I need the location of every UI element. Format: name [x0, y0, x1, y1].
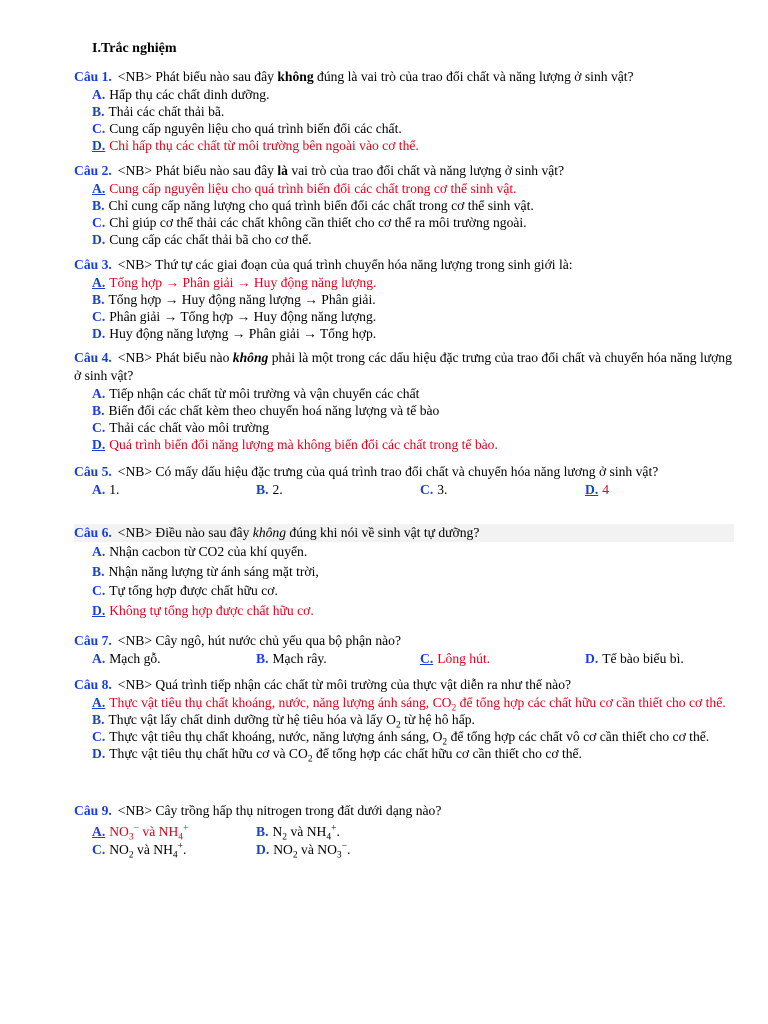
option-a-correct[interactable]: A. Tổng hợp → Phân giải → Huy động năng lượng. [92, 275, 377, 290]
option-label: D. [92, 326, 106, 341]
option-label: B. [92, 104, 105, 119]
option-label: B. [256, 482, 269, 497]
question-number: Câu 9. [74, 803, 112, 818]
option-label: C. [420, 651, 434, 666]
option-label: D. [92, 138, 106, 153]
option-label: A. [92, 181, 106, 196]
option-label: B. [92, 198, 105, 213]
option-label: A. [92, 386, 106, 401]
question-stem: Câu 9. <NB> Cây trồng hấp thụ nitrogen trong đất dưới dạng nào? [74, 803, 442, 818]
option-d-correct[interactable]: D. Không tự tổng hợp được chất hữu cơ. [92, 602, 314, 618]
option-a-correct[interactable]: A. Thực vật tiêu thụ chất khoáng, nước, năng lượng ánh sáng, $CO_2$ để tổng hợp các chất hữu cơ cần thiết cho cơ thể. [92, 695, 726, 714]
option-label: A. [92, 651, 106, 666]
option-label: D. [585, 482, 599, 497]
option-b[interactable]: B. Mạch rây. [256, 651, 327, 666]
question-number: Câu 6. [74, 525, 112, 540]
option-label: C. [92, 420, 106, 435]
option-label: D. [585, 651, 599, 666]
option-c[interactable]: C. Cung cấp nguyên liệu cho quá trình biến đổi các chất. [92, 121, 402, 136]
option-label: A. [92, 544, 106, 559]
option-label: A. [92, 87, 106, 102]
option-label: B. [256, 651, 269, 666]
option-c[interactable]: C. Thải các chất vào môi trường [92, 420, 270, 435]
option-a-correct[interactable]: A. $NO_3^-$ và $NH_4^+$ [92, 823, 189, 843]
option-a[interactable]: A. 1. [92, 482, 120, 497]
question-stem: Câu 4. <NB> Phát biểu nào không phải là một trong các dấu hiệu đặc trưng của trao đổi chất và chuyển hóa năng lượng ở sinh vật? [74, 350, 732, 383]
option-label: D. [92, 602, 106, 618]
option-a[interactable]: A. Hấp thụ các chất dinh dưỡng. [92, 87, 270, 102]
option-c[interactable]: C. $NO_2$ và $NH_4^+$. [92, 841, 187, 861]
option-label: B. [256, 824, 269, 839]
option-c[interactable]: C. 3. [420, 482, 448, 497]
option-a[interactable]: A. Tiếp nhận các chất từ môi trường và vận chuyển các chất [92, 386, 420, 401]
question-stem: Câu 8. <NB> Quá trình tiếp nhận các chất từ môi trường của thực vật diễn ra như thế nào? [74, 677, 572, 692]
option-b[interactable]: B. Thải các chất thải bã. [92, 104, 225, 119]
question-number: Câu 2. [74, 163, 112, 178]
question-stem: Câu 2. <NB> Phát biểu nào sau đây là vai trò của trao đổi chất và năng lượng ở sinh vật? [74, 163, 565, 178]
option-c[interactable]: C. Tự tổng hợp được chất hữu cơ. [92, 583, 278, 598]
option-label: C. [92, 309, 106, 324]
section-title: I.Trắc nghiệm [92, 41, 177, 56]
option-label: A. [92, 275, 106, 290]
option-b[interactable]: B. $N_2$ và $NH_4^+$. [256, 823, 340, 843]
option-label: D. [92, 746, 106, 761]
question-5 [74, 463, 734, 499]
option-d[interactable]: D. $NO_2$ và $NO_3^-$. [256, 841, 351, 861]
question-stem: Câu 3. <NB> Thứ tự các giai đoạn của quá trình chuyển hóa năng lượng trong sinh giới là: [74, 257, 573, 272]
option-a[interactable]: A. Mạch gỗ. [92, 651, 161, 666]
question-number: Câu 8. [74, 677, 112, 692]
option-label: C. [92, 583, 106, 598]
option-b[interactable]: B. 2. [256, 482, 283, 497]
option-c[interactable]: C. Thực vật tiêu thụ chất khoáng, nước, năng lượng ánh sáng, $O_2$ để tổng hợp các chất vô cơ cần thiết cho cơ thể. [92, 729, 710, 748]
option-d[interactable]: D. Tế bào biểu bì. [585, 651, 684, 666]
option-b[interactable]: B. Nhận năng lượng từ ánh sáng mặt trời, [92, 563, 319, 579]
option-label: B. [92, 403, 105, 418]
question-2 [74, 162, 734, 248]
question-stem: Câu 5. <NB> Có mấy dấu hiệu đặc trưng của quá trình trao đổi chất và chuyển hóa năng lương ở sinh vật? [74, 464, 659, 479]
options-row [74, 841, 734, 859]
option-label: B. [92, 563, 105, 579]
option-b[interactable]: B. Biến đổi các chất kèm theo chuyển hoá năng lượng và tế bào [92, 403, 440, 418]
question-6 [74, 524, 734, 620]
option-c[interactable]: C. Chỉ giúp cơ thể thải các chất không cần thiết cho cơ thể ra môi trường ngoài. [92, 215, 527, 230]
question-stem: Câu 1. <NB> Phát biểu nào sau đây không đúng là vai trò của trao đổi chất và năng lượng ở sinh vật? [74, 69, 634, 84]
option-b[interactable]: B. Tổng hợp → Huy động năng lượng → Phân giải. [92, 292, 376, 307]
option-label: C. [92, 215, 106, 230]
question-number: Câu 7. [74, 633, 112, 648]
option-b[interactable]: B. Thực vật lấy chất dinh dưỡng từ hệ tiêu hóa và lấy $O_2$ từ hệ hô hấp. [92, 712, 475, 731]
option-d[interactable]: D. Huy động năng lượng → Phân giải → Tổng hợp. [92, 326, 377, 341]
option-label: D. [92, 437, 106, 452]
option-c[interactable]: C. Phân giải → Tổng hợp → Huy động năng lượng. [92, 309, 377, 324]
option-label: A. [92, 482, 106, 497]
options-row [74, 823, 734, 841]
option-a[interactable]: A. Nhận cacbon từ CO2 của khí quyển. [92, 544, 308, 559]
option-label: D. [92, 232, 106, 247]
question-7 [74, 632, 734, 668]
question-number: Câu 4. [74, 350, 112, 365]
question-number: Câu 5. [74, 464, 112, 479]
option-c-correct[interactable]: C. Lông hút. [420, 651, 491, 666]
option-label: C. [92, 729, 106, 744]
option-label: C. [92, 842, 106, 857]
option-d-correct[interactable]: D. Quá trình biến đổi năng lượng mà không biến đổi các chất trong tế bào. [92, 437, 498, 452]
option-label: A. [92, 824, 106, 839]
option-label: C. [420, 482, 434, 497]
question-1 [74, 68, 734, 154]
option-d[interactable]: D. Cung cấp các chất thải bã cho cơ thể. [92, 232, 312, 247]
question-stem: Câu 7. <NB> Cây ngô, hút nước chủ yếu qua bộ phận nào? [74, 633, 401, 648]
question-8 [74, 676, 734, 765]
question-4 [74, 349, 734, 453]
option-label: A. [92, 695, 106, 710]
option-label: B. [92, 292, 105, 307]
option-d-correct[interactable]: D. 4 [585, 482, 610, 497]
option-d[interactable]: D. Thực vật tiêu thụ chất hữu cơ và $CO_2$ để tổng hợp các chất hữu cơ cần thiết cho cơ thể. [92, 746, 582, 765]
option-a-correct[interactable]: A. Cung cấp nguyên liệu cho quá trình biến đổi các chất trong cơ thể sinh vật. [92, 181, 517, 196]
question-9 [74, 802, 734, 859]
option-b[interactable]: B. Chỉ cung cấp năng lượng cho quá trình biến đổi các chất trong cơ thể sinh vật. [92, 198, 534, 213]
question-stem: Câu 6. <NB> Điều nào sau đây không đúng khi nói về sinh vật tự dưỡng? [74, 524, 734, 542]
question-number: Câu 3. [74, 257, 112, 272]
options-row [74, 481, 734, 499]
option-label: D. [256, 842, 270, 857]
option-d-correct[interactable]: D. Chỉ hấp thụ các chất từ môi trường bên ngoài vào cơ thể. [92, 138, 419, 153]
question-number: Câu 1. [74, 69, 112, 84]
option-label: B. [92, 712, 105, 727]
question-3 [74, 256, 734, 342]
option-label: C. [92, 121, 106, 136]
options-row [74, 650, 734, 668]
